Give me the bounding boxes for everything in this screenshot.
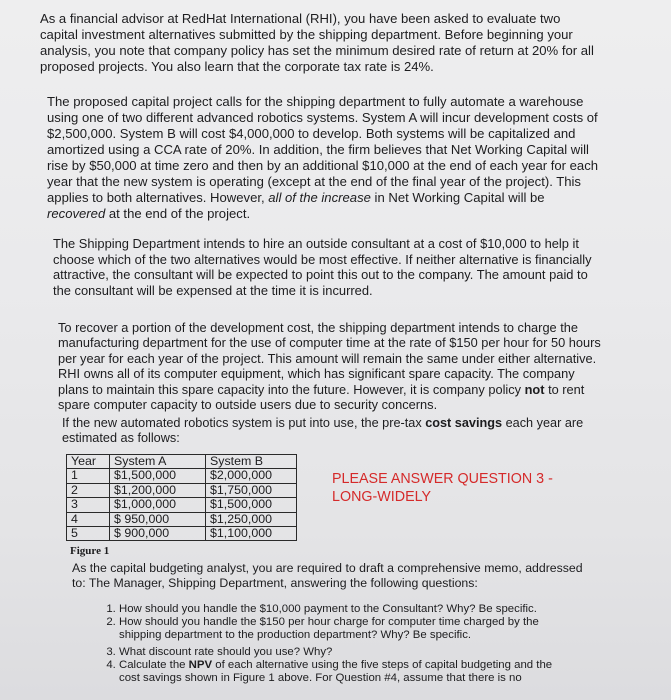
question-text-tail: of each alternative using the five steps of capital budgeting and the cost savings shown in Figure 1 above. For Question #4, assume that there is no [119, 658, 553, 685]
recovery-paragraph [58, 320, 664, 412]
header-year: Year [67, 455, 110, 469]
recovery-text-a: To recover a portion of the development cost, the shipping department intends to charge the manufacturing department for the use of computer time at the rate of $150 per hour for 50 hours per year for each year of the project. This amount will remain the same under either alternative. RHI owns all of its computer equipment, which has significant spare capacity. The company plans to maintain this spare capacity into the future. However, it is company policy [58, 320, 601, 397]
figure-caption: Figure 1 [70, 545, 110, 557]
cell-system-a: $ 950,000 [110, 512, 206, 526]
project-text-b: in Net Working Capital will be [374, 190, 545, 205]
project-italic-increase: all of the increase [268, 190, 371, 205]
table-row [67, 527, 297, 541]
list-item [119, 603, 671, 616]
cell-year: 5 [67, 527, 110, 541]
cell-system-b: $1,100,000 [206, 527, 297, 541]
savings-intro-paragraph [62, 416, 662, 446]
recovery-text-b: to rent spare computer capacity to outside users due to security concerns. [58, 381, 585, 413]
question-text: Calculate the [119, 658, 189, 671]
cell-year: 2 [67, 483, 110, 497]
recovery-bold-not: not [524, 381, 545, 397]
cell-year: 3 [67, 498, 110, 512]
questions-list [95, 603, 671, 685]
table-row [67, 512, 297, 526]
question-text: What discount rate should you use? Why? [119, 645, 333, 658]
header-system-b: System B [206, 455, 297, 469]
table-row [67, 498, 297, 512]
cell-system-a: $1,500,000 [110, 469, 206, 483]
savings-intro-text-a: If the new automated robotics system is put into use, the pre-tax [62, 416, 426, 430]
cell-system-b: $1,250,000 [206, 512, 297, 526]
answer-note: PLEASE ANSWER QUESTION 3 - LONG-WIDELY [332, 471, 553, 505]
list-item [119, 646, 671, 659]
cell-system-b: $1,750,000 [206, 483, 297, 497]
consultant-paragraph: The Shipping Department intends to hire an outside consultant at a cost of $10,000 to help it choose which of the two alternatives would be most effective. If neither alternative is financially attractive, the consultant will be expected to point this out to the company. The amount paid to the consultant will be expensed at the time it is incurred. [53, 236, 592, 298]
list-item [119, 616, 671, 642]
cell-system-b: $1,500,000 [206, 498, 297, 512]
cell-system-a: $ 900,000 [110, 527, 206, 541]
project-text-c: at the end of the project. [105, 206, 251, 221]
list-item [119, 659, 671, 685]
project-paragraph [47, 94, 667, 222]
savings-intro-bold: cost savings [425, 416, 503, 430]
cell-system-b: $2,000,000 [206, 469, 297, 483]
cell-system-a: $1,200,000 [110, 483, 206, 497]
table-header-row [67, 455, 297, 469]
intro-paragraph: As a financial advisor at RedHat International (RHI), you have been asked to evaluate two capital investment alternatives submitted by the shipping department. Before beginning your analysis, you note that company policy has set the minimum desired rate of return at 20% for all proposed projects. You also learn that the corporate tax rate is 24%. [40, 11, 594, 74]
savings-intro-text-b: each year are estimated as follows: [62, 416, 584, 445]
project-italic-recovered: recovered [47, 206, 106, 221]
project-text-a: The proposed capital project calls for the shipping department to fully automate a warehouse using one of two different advanced robotics systems. System A will incur development costs of $2,500,000. System B will cost $4,000,000 to develop. Both systems will be capitalized and amortized using a CCA rate of 20%. In addition, the firm believes that Net Working Capital will rise by $50,000 at time zero and then by an additional $10,000 at the end of each year for each year that the new system is operating (except at the end of the final year of the project). This applies to both alternatives. However, [47, 94, 599, 205]
question-bold-npv: NPV [188, 658, 213, 671]
header-system-a: System A [110, 455, 206, 469]
table-row [67, 483, 297, 497]
question-text: How should you handle the $150 per hour charge for computer time charged by the shipping department to the production department? Why? Be specific. [119, 616, 539, 642]
cell-year: 4 [67, 512, 110, 526]
cost-savings-table [66, 454, 297, 541]
question-text: How should you handle the $10,000 payment to the Consultant? Why? Be specific. [119, 603, 537, 615]
cell-system-a: $1,000,000 [110, 498, 206, 512]
table-row [67, 469, 297, 483]
cell-year: 1 [67, 469, 110, 483]
memo-instructions: As the capital budgeting analyst, you are required to draft a comprehensive memo, addressed to: The Manager, Shipping Department, answering the following questions: [72, 561, 583, 590]
